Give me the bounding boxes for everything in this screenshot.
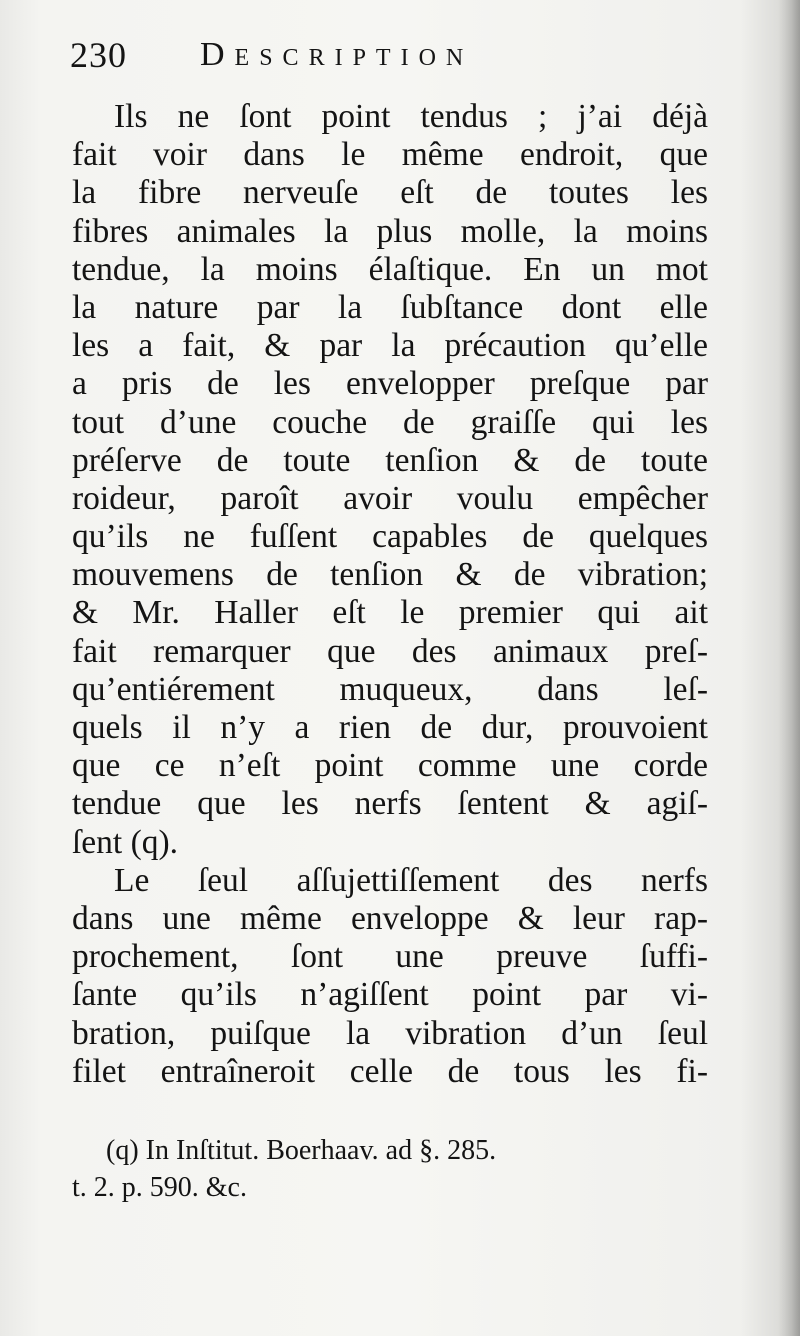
text-line: quels il n’y a rien de dur, prouvoient xyxy=(72,709,708,746)
text-line: & Mr. Haller eſt le premier qui ait xyxy=(72,594,708,632)
text-line: les a fait, & par la précaution qu’elle xyxy=(72,327,708,365)
text-line: tout d’une couche de graiſſe qui les xyxy=(72,403,708,441)
footnote-line: (q) In Inſtitut. Boerhaav. ad §. 285. xyxy=(106,1135,497,1166)
text-line: préſerve de toute tenſion & de toute xyxy=(72,441,708,479)
footnote xyxy=(72,1132,708,1206)
running-title: Description xyxy=(200,36,474,73)
text-line: la nature par la ſubſtance dont elle xyxy=(72,288,708,326)
text-line: ſante qu’ils n’agiſſent point par vi- xyxy=(72,976,708,1014)
text-line: ſent (q). xyxy=(72,823,179,861)
text-line: que ce n’eſt point comme une corde xyxy=(72,747,708,785)
text-line: mouvemens de tenſion & de vibration; xyxy=(72,556,708,594)
text-line: qu’ils ne fuſſent capables de quelques xyxy=(72,518,708,556)
text-line: Le ſeul aſſujettiſſement des nerfs xyxy=(114,861,708,899)
text-line: qu’entiérement muqueux, dans leſ- xyxy=(72,670,708,708)
page-header xyxy=(70,28,710,78)
page-number: 230 xyxy=(70,35,127,75)
text-line: fait remarquer que des animaux preſ- xyxy=(72,632,708,670)
text-line: filet entraîneroit celle de tous les fi- xyxy=(72,1052,708,1090)
text-line: Ils ne ſont point tendus ; j’ai déjà xyxy=(114,98,708,135)
text-line: fait voir dans le même endroit, que xyxy=(72,136,708,174)
text-line: tendue, la moins élaſtique. En un mot xyxy=(72,250,708,288)
text-line: fibres animales la plus molle, la moins xyxy=(72,212,708,250)
text-line: tendue que les nerfs ſentent & agiſ- xyxy=(72,785,708,823)
text-line: la fibre nerveuſe eſt de toutes les xyxy=(72,174,708,212)
body-text xyxy=(72,98,708,1091)
text-line: a pris de les envelopper preſque par xyxy=(72,365,708,403)
text-line: prochement, ſont une preuve ſuffi- xyxy=(72,938,708,976)
footnote-line: t. 2. p. 590. &c. xyxy=(72,1172,247,1203)
page-gutter-shadow xyxy=(778,0,800,1336)
text-line: roideur, paroît avoir voulu empêcher xyxy=(72,479,708,517)
text-line: bration, puiſque la vibration d’un ſeul xyxy=(72,1014,708,1052)
text-line: dans une même enveloppe & leur rap- xyxy=(72,899,708,937)
